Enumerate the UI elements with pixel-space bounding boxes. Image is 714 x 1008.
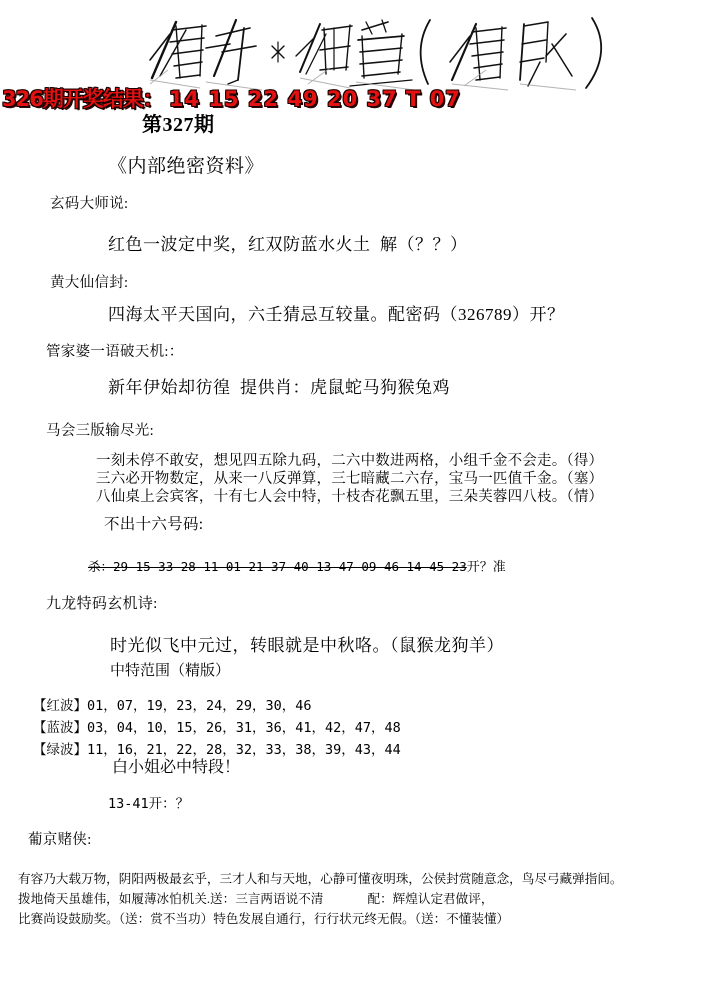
result-numbers: 14 15 22 49 20 37 T 07 [168,87,461,111]
wave-label-green: 【绿波】 [33,742,87,757]
kill-suffix: 开？准 [466,559,506,574]
section-heading-guanjiapo: 管家婆一语破天机:： [46,344,184,360]
calligraphy-svg [0,0,714,92]
wave-numbers-green: 11，16，21，22，28，32，33，38，39，43，44 [87,742,401,758]
footer-line-1: 有容乃大载万物，阴阳两极最玄乎，三才人和与天地，心静可懂夜明珠，公侯封赏随意念，鸟尽弓藏弹指间。 [18,872,623,886]
dragon-poem: 时光似飞中元过，转眼就是中秋咯。（鼠猴龙狗羊） [110,636,504,655]
footer-line-2: 拨地倚天虽雄伟，如履薄冰怕机关.送：三言两语说不清 配：辉煌认定君做评， [18,892,494,906]
range-open-line: 13-41开：？ [108,796,190,812]
heading-pujing: 葡京赌侠: [28,832,92,848]
wave-label-red: 【红波】 [33,698,87,713]
wave-numbers-red: 01，07，19，23，24，29，30，46 [87,698,312,714]
result-label: 326期开奖结果： [2,87,163,111]
section-heading-xuanma: 玄码大师说: [50,196,129,212]
wave-row-blue [33,716,401,736]
kill-struck-segment [88,559,467,574]
horse-poem-line-1: 一刻未停不敢安，想见四五除九码，二六中数进两格，小组千金不会走。（得） [96,453,604,469]
kill-prefix: 杀： [88,559,114,574]
kill-numbers: 29 15 33 28 11 01 21 37 40 13 47 09 46 14 45 23 [113,559,467,574]
section-line-guanjiapo: 新年伊始却彷徨 提供肖：虎鼠蛇马狗猴兔鸡 [108,378,450,397]
heading-mahui-sanban: 马会三版输尽光: [46,423,154,439]
header-calligraphy-banner [0,0,714,92]
wave-label-blue: 【蓝波】 [33,720,87,735]
wave-row-green [33,738,401,758]
horse-poem-line-2: 三六必开物数定，从来一八反弹算，三七暗藏二六存，宝马一匹值千金。（塞） [96,471,604,487]
lottery-result-line [2,86,712,112]
heading-no-sixteen: 不出十六号码: [104,516,204,533]
issue-number: 第327期 [142,114,215,136]
footer-line-3: 比赛尚设鼓励奖。（送：赏不当功）特色发展自通行，行行状元终无假。（送：不懂装懂） [18,912,510,926]
wave-row-red [33,694,312,714]
miss-bai-line: 白小姐必中特段！ [112,759,241,776]
heading-jiulong: 九龙特码玄机诗: [46,596,158,612]
document-title: 《内部绝密资料》 [108,156,265,177]
section-line-huangdaxian: 四海太平天国向，六壬猜忌互较量。配密码（326789）开？ [108,305,565,324]
section-line-xuanma: 红色一波定中奖，红双防蓝水火土 解（？？） [108,235,468,254]
horse-poem-line-3: 八仙桌上会宾客，十有七人会中特，十枝杏花飘五里，三朵芙蓉四八枝。（情） [96,489,604,505]
kill-numbers-line [88,556,506,575]
wave-numbers-blue: 03，04，10，15，26，31，36，41，42，47，48 [87,720,401,736]
section-heading-huangdaxian: 黄大仙信封: [50,275,129,291]
range-label: 中特范围（精版） [110,663,231,679]
